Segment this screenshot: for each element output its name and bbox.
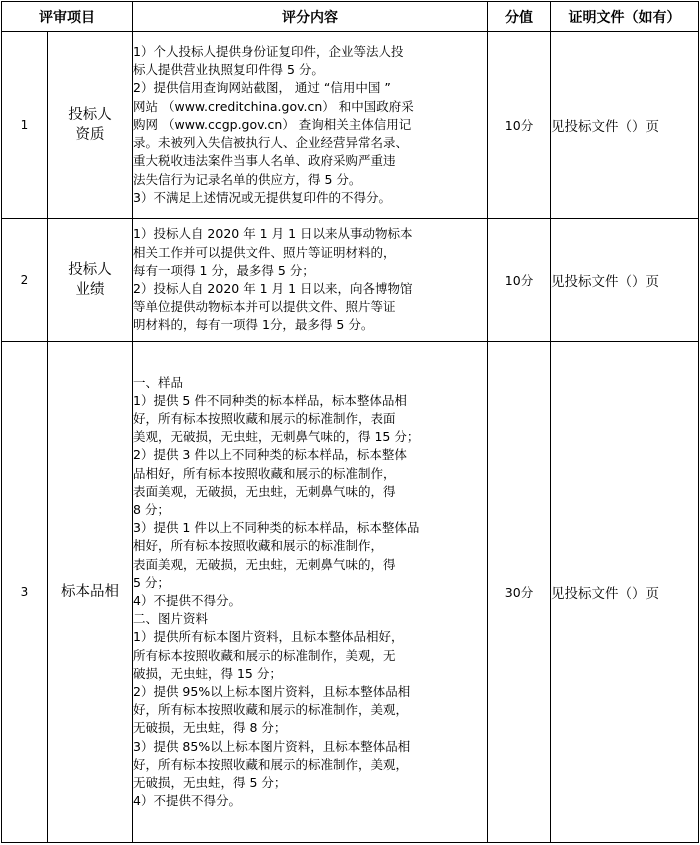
- scoring-table: [1, 1, 699, 843]
- header-row: [2, 2, 699, 32]
- content-line: 3）提供 85%以上标本图片资料，且标本整体品相: [133, 738, 411, 754]
- content-line: 美观，无破损，无虫蛀，无刺鼻气味的，得 15 分；: [133, 429, 420, 445]
- row-proof: 见投标文件（）页: [551, 342, 699, 843]
- content-line: 重大税收违法案件当事人名单、政府采购严重违: [133, 153, 396, 169]
- content-line: 8 分；: [133, 501, 170, 517]
- content-line: 无破损，无虫蛀，得 5 分；: [133, 775, 287, 791]
- table-row: [2, 342, 699, 843]
- row-index: 2: [2, 219, 48, 342]
- row-index: 1: [2, 32, 48, 219]
- content-line: 相好，所有标本按照收藏和展示的标准制作，: [133, 538, 384, 554]
- content-line: 购网 （www.ccgp.gov.cn） 查询相关主体信用记: [133, 116, 412, 132]
- content-line: 1）投标人自 2020 年 1 月 1 日以来从事动物标本: [133, 226, 413, 242]
- item-line: 投标人: [68, 107, 112, 123]
- item-line: 业绩: [75, 282, 105, 298]
- content-line: 好，所有标本按照收藏和展示的标准制作，表面: [133, 410, 396, 426]
- content-line: 一、样品: [133, 374, 184, 390]
- content-line: 1）提供 5 件不同种类的标本样品，标本整体品相: [133, 392, 407, 408]
- content-line: 破损，无虫蛀，得 15 分；: [133, 665, 282, 681]
- content-line: 每有一项得 1 分，最多得 5 分；: [133, 262, 315, 278]
- item-line: 资质: [75, 127, 105, 143]
- content-line: 标人提供营业执照复印件得 5 分。: [133, 62, 324, 78]
- content-line: 2）提供信用查询网站截图， 通过 “信用中国 ”: [133, 80, 391, 96]
- content-line: 1）提供所有标本图片资料，且标本整体品相好，: [133, 629, 404, 645]
- content-line: 2）提供 3 件以上不同种类的标本样品，标本整体: [133, 447, 407, 463]
- content-line: 好，所有标本按照收藏和展示的标准制作，美观，: [133, 756, 409, 772]
- content-line: 法失信行为记录名单的供应方，得 5 分。: [133, 171, 362, 187]
- content-line: 表面美观，无破损，无虫蛀，无刺鼻气味的，得: [133, 483, 396, 499]
- content-line: 1）个人投标人提供身份证复印件，企业等法人投: [133, 44, 404, 60]
- content-line: 二、图片资料: [133, 611, 209, 627]
- row-score: 10分: [488, 32, 551, 219]
- content-line: 4）不提供不得分。: [133, 793, 241, 809]
- content-line: 无破损，无虫蛀，得 8 分；: [133, 720, 287, 736]
- content-line: 明材料的，每有一项得 1分，最多得 5 分。: [133, 317, 374, 333]
- row-content: [133, 342, 488, 843]
- content-line: 相关工作并可以提供文件、照片等证明材料的，: [133, 244, 396, 260]
- content-line: 4）不提供不得分。: [133, 593, 241, 608]
- content-line: 5 分；: [133, 574, 170, 590]
- header-score: 分值: [488, 2, 551, 32]
- row-score: 10分: [488, 219, 551, 342]
- content-line: 所有标本按照收藏和展示的标准制作，美观，无: [133, 647, 396, 663]
- content-line: 好，所有标本按照收藏和展示的标准制作，美观，: [133, 702, 409, 718]
- row-index: 3: [2, 342, 48, 843]
- row-content: [133, 32, 488, 219]
- content-line: 2）提供 95%以上标本图片资料，且标本整体品相: [133, 684, 411, 700]
- content-line: 品相好，所有标本按照收藏和展示的标准制作，: [133, 465, 396, 481]
- header-content: 评分内容: [133, 2, 488, 32]
- content-line: 2）投标人自 2020 年 1 月 1 日以来，向各博物馆: [133, 281, 413, 296]
- row-item: [48, 342, 133, 843]
- row-score: 30分: [488, 342, 551, 843]
- row-item: [48, 219, 133, 342]
- item-line: 标本品相: [61, 584, 119, 600]
- item-line: 投标人: [68, 262, 112, 278]
- content-line: 3）不满足上述情况或无提供复印件的不得分。: [133, 189, 391, 205]
- content-line: 录。未被列入失信被执行人、企业经营异常名录、: [133, 135, 409, 151]
- row-item: [48, 32, 133, 219]
- content-line: 网站 （www.creditchina.gov.cn） 和中国政府采: [133, 98, 414, 114]
- content-line: 表面美观，无破损，无虫蛀，无刺鼻气味的，得: [133, 556, 396, 572]
- table-row: [2, 32, 699, 219]
- row-content: [133, 219, 488, 342]
- header-item: 评审项目: [2, 2, 133, 32]
- row-proof: 见投标文件（）页: [551, 32, 699, 219]
- content-line: 3）提供 1 件以上不同种类的标本样品，标本整体品: [133, 520, 420, 536]
- header-proof: 证明文件（如有）: [551, 2, 699, 32]
- content-line: 等单位提供动物标本并可以提供文件、照片等证: [133, 299, 396, 315]
- table-row: [2, 219, 699, 342]
- row-proof: 见投标文件（）页: [551, 219, 699, 342]
